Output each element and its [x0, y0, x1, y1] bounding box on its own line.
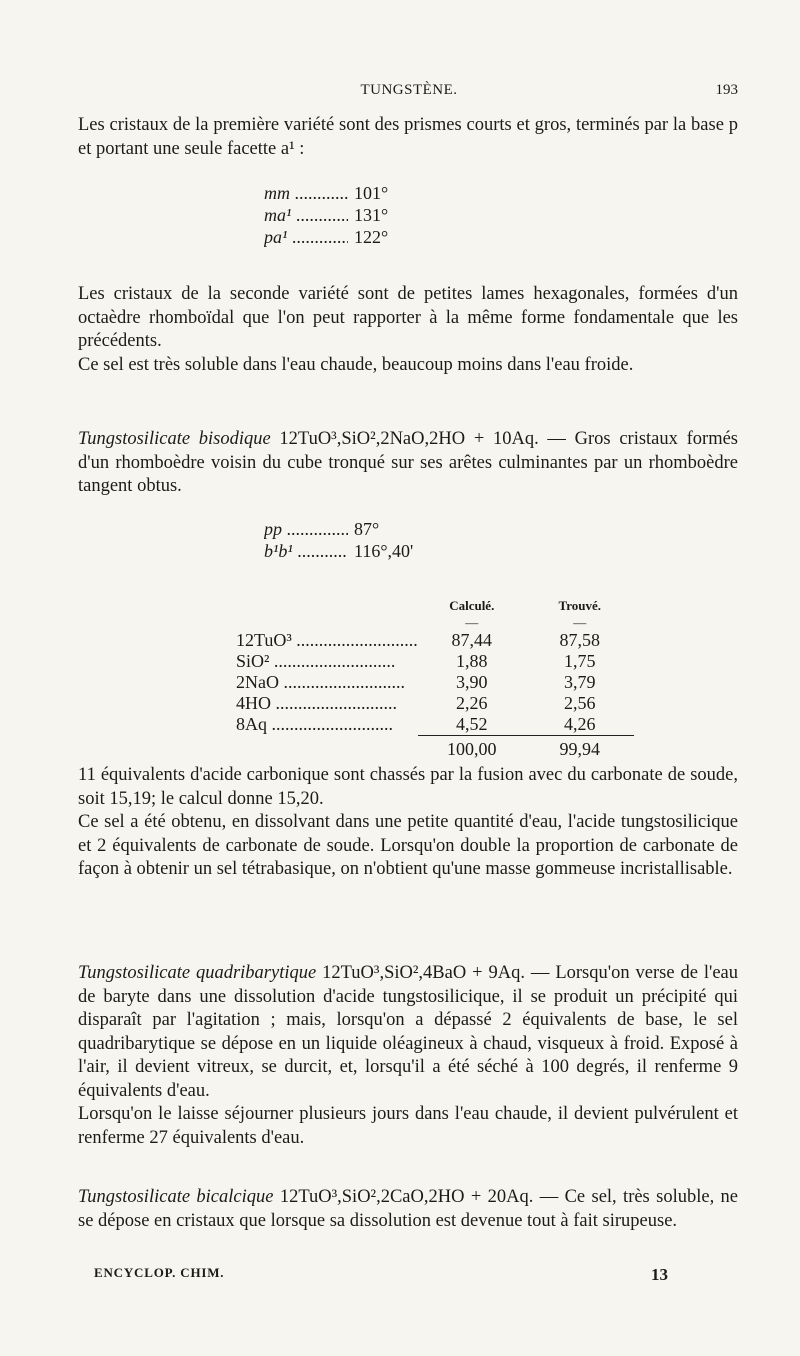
paragraph-6-text: Ce sel a été obtenu, en dissolvant dans une petite quantité d'eau, l'acide tungstosilicique et 2 équivalents de carbonate de soude. Lorsqu'on double la proportion de carbonate de façon à obtenir un sel tétrabasique, on n'obtient qu'une masse gommeuse incristallisable. [78, 812, 738, 879]
paragraph-4 [78, 428, 738, 499]
column-header-trouve: Trouvé. [558, 598, 602, 613]
paragraph-2 [78, 283, 738, 377]
page-number: 193 [715, 82, 738, 98]
calc-value: 2,26 [456, 693, 488, 713]
column-header-calcule: Calculé. [449, 598, 495, 613]
angle-value: 101° [354, 183, 389, 203]
section-title-quadribarytique: Tungstosilicate quadribarytique [78, 963, 317, 983]
paragraph-5 [78, 764, 738, 882]
total-calc: 100,00 [418, 736, 526, 763]
section-title-bicalcique: Tungstosilicate bicalcique [78, 1187, 274, 1207]
angle-row [264, 540, 504, 562]
angle-row [264, 182, 504, 204]
paragraph-1 [78, 114, 738, 161]
running-title: TUNGSTÈNE. [360, 82, 458, 98]
paragraph-2-text: Les cristaux de la seconde variété sont de petites lames hexagonales, formées d'un octaèdre rhomboïdal que l'on peut rapporter à la même forme fondamentale que les précédents. [78, 284, 738, 351]
angle-list-2 [264, 518, 504, 562]
calc-value: 87,44 [451, 630, 493, 650]
table-row [236, 693, 634, 714]
angle-row [264, 518, 504, 540]
angle-value: 131° [354, 205, 389, 225]
angle-list-1 [264, 182, 504, 248]
found-value: 2,56 [564, 693, 596, 713]
paragraph-9 [78, 1186, 738, 1233]
total-found: 99,94 [526, 736, 634, 763]
calc-value: 3,90 [456, 672, 488, 692]
paragraph-3-text: Ce sel est très soluble dans l'eau chaude, beaucoup moins dans l'eau froide. [78, 354, 634, 375]
angle-label: b¹b¹ ..... [264, 540, 348, 562]
angle-value: 122° [354, 227, 389, 247]
row-label: 8Aq ..... [236, 714, 418, 736]
paragraph-4-text: 12TuO³,SiO²,2NaO,2HO + 10Aq. — Gros cristaux formés d'un rhomboèdre voisin du cube tronqué sur ses arêtes culminantes par un rhomboèdre tangent obtus. [78, 429, 738, 496]
row-label: 12TuO³ ..... [236, 630, 418, 651]
row-label: 2NaO ..... [236, 672, 418, 693]
section-title-bisodique: Tungstosilicate bisodique [78, 429, 271, 449]
footer-source: ENCYCLOP. CHIM. [94, 1265, 225, 1280]
angle-label: pp ..... [264, 518, 348, 540]
angle-label: ma¹ ..... [264, 204, 348, 226]
table-row [236, 714, 634, 736]
running-header [80, 82, 738, 104]
paragraph-7-text: 12TuO³,SiO²,4BaO + 9Aq. — Lorsqu'on verse de l'eau de baryte dans une dissolution d'acide tungstosilicique, il se produit un précipité qui disparaît par l'agitation ; mais, lorsqu'on a dépassé 2 équivalents de base, le sel quadribarytique se dépose en un liquide oléagineux à chaud, visqueux à froid. Exposé à l'air, il devient vitreux, se durcit, et, lorsqu'il a été séché à 100 degrés, il renferme 9 équivalents d'eau. [78, 963, 739, 1101]
paragraph-1-text: Les cristaux de la première variété sont des prismes courts et gros, terminés par la base p et portant une seule facette a¹ : [78, 115, 738, 159]
angle-label: mm ..... [264, 182, 348, 204]
table-row [236, 630, 634, 651]
found-value: 3,79 [564, 672, 596, 692]
found-value: 1,75 [564, 651, 596, 671]
composition-table: Calculé. Trouvé. — — 12TuO³ ..... 87,44 87,58 SiO² ..... 1,88 1,75 2NaO ..... 3,90 3,79 4HO ..... 2,26 2,56 8Aq ..... 4,52 4,26 100,00 99,94 [236, 596, 634, 762]
calc-value: 4,52 [456, 714, 488, 734]
angle-row [264, 226, 504, 248]
angle-row [264, 204, 504, 226]
found-value: 87,58 [559, 630, 601, 650]
signature-number: 13 [651, 1265, 668, 1284]
table-row [236, 672, 634, 693]
angle-label: pa¹ ..... [264, 226, 348, 248]
page-footer [94, 1265, 668, 1284]
calc-value: 1,88 [456, 651, 488, 671]
table-total-row [236, 736, 634, 763]
paragraph-7 [78, 962, 738, 1150]
paragraph-9-text: 12TuO³,SiO²,2CaO,2HO + 20Aq. — Ce sel, très soluble, ne se dépose en cristaux que lorsque sa dissolution est devenue tout à fait sirupeuse. [78, 1187, 739, 1231]
row-label: 4HO ..... [236, 693, 418, 714]
paragraph-5-text: 11 équivalents d'acide carbonique sont chassés par la fusion avec du carbonate de soude, soit 15,19; le calcul donne 15,20. [78, 765, 738, 809]
found-value: 4,26 [564, 714, 596, 734]
row-label: SiO² ..... [236, 651, 418, 672]
angle-value: 87° [354, 519, 380, 539]
table-row [236, 651, 634, 672]
paragraph-8-text: Lorsqu'on le laisse séjourner plusieurs jours dans l'eau chaude, il devient pulvérulent et renferme 27 équivalents d'eau. [78, 1104, 738, 1148]
angle-value: 116°,40' [354, 541, 414, 561]
